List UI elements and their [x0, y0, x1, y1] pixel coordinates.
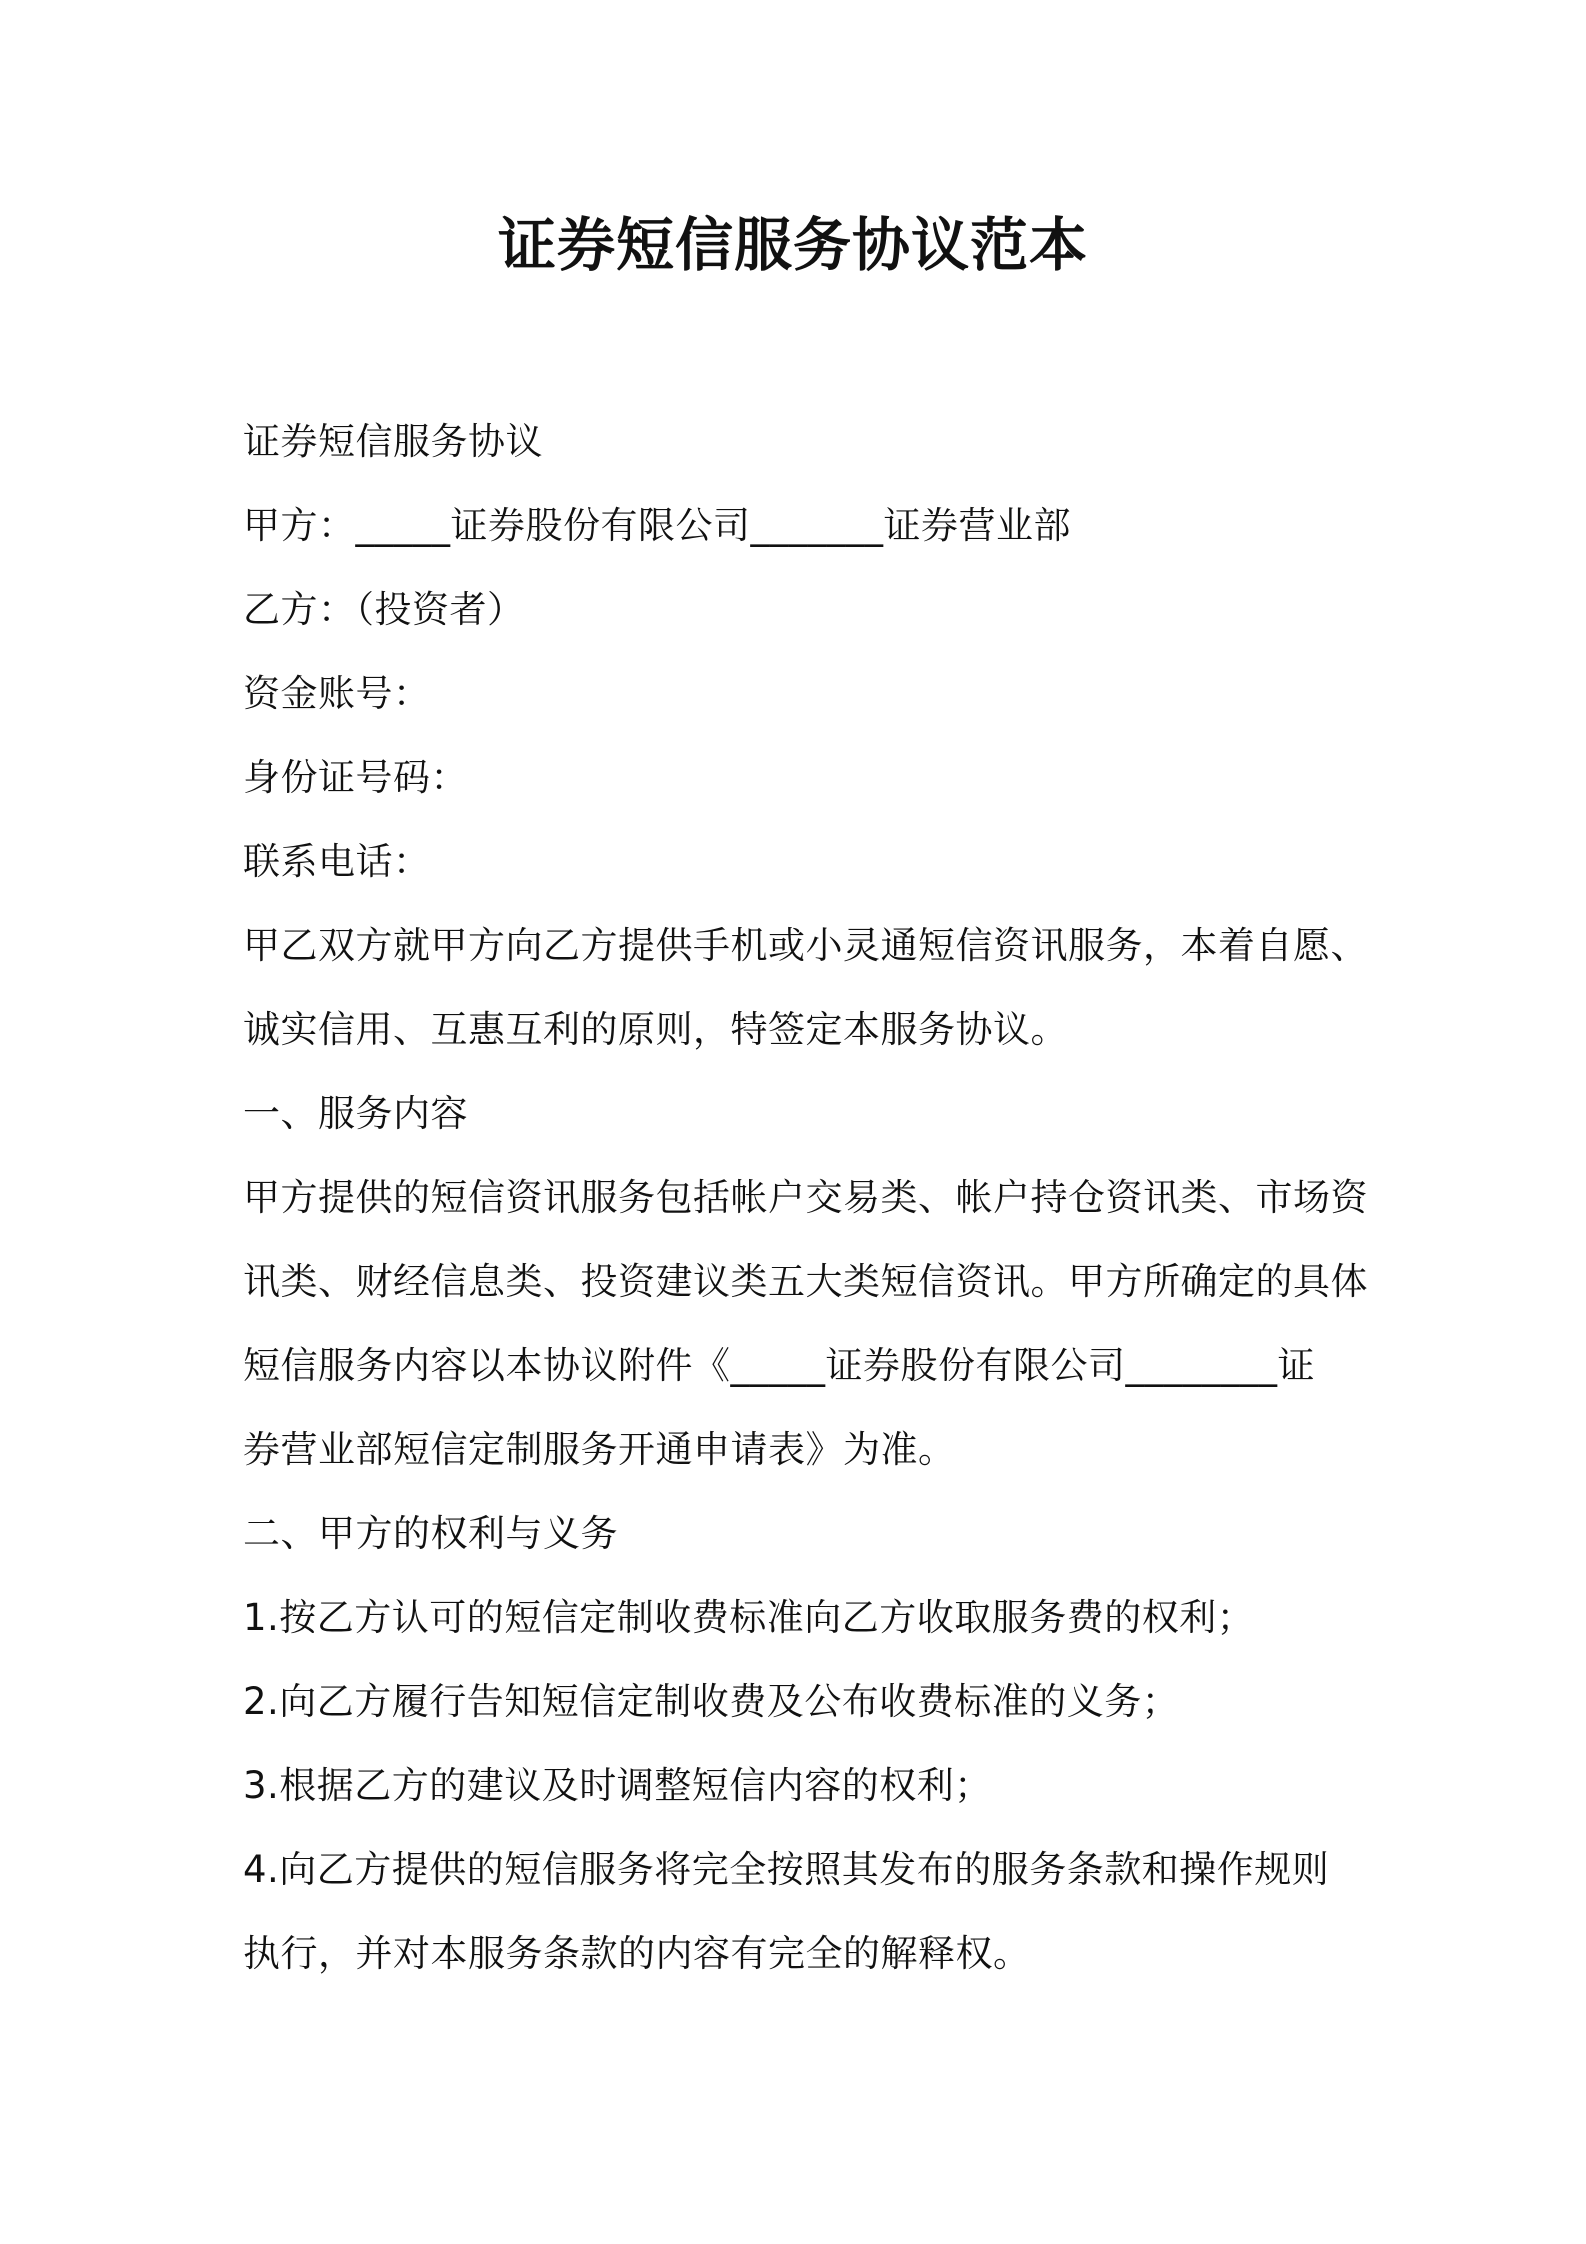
paragraph-line: 券营业部短信定制服务开通申请表》为准。	[243, 1428, 956, 1471]
list-item: 2.向乙方履行告知短信定制收费及公布收费标准的义务；	[243, 1680, 1180, 1723]
paragraph-line: 短信服务内容以本协议附件《_____证券股份有限公司________证	[243, 1344, 1315, 1387]
agreement-subtitle: 证券短信服务协议	[243, 420, 543, 463]
party-b-line: 乙方：（投资者）	[243, 588, 525, 631]
intro-paragraph-line: 甲乙双方就甲方向乙方提供手机或小灵通短信资讯服务，本着自愿、	[243, 924, 1368, 967]
list-item: 1.按乙方认可的短信定制收费标准向乙方收取服务费的权利；	[243, 1596, 1255, 1639]
phone-line: 联系电话：	[243, 840, 431, 883]
fund-account-line: 资金账号：	[243, 672, 431, 715]
section-heading: 二、甲方的权利与义务	[243, 1512, 618, 1555]
section-heading: 一、服务内容	[243, 1092, 468, 1135]
paragraph-line: 甲方提供的短信资讯服务包括帐户交易类、帐户持仓资讯类、市场资	[243, 1176, 1368, 1219]
id-number-line: 身份证号码：	[243, 756, 468, 799]
document-body	[243, 400, 1368, 1996]
list-item: 4.向乙方提供的短信服务将完全按照其发布的服务条款和操作规则	[243, 1848, 1330, 1891]
intro-paragraph-line: 诚实信用、互惠互利的原则，特签定本服务协议。	[243, 1008, 1068, 1051]
list-item-continuation: 执行，并对本服务条款的内容有完全的解释权。	[243, 1932, 1031, 1975]
document-title: 证券短信服务协议范本	[497, 211, 1088, 279]
paragraph-line: 讯类、财经信息类、投资建议类五大类短信资讯。甲方所确定的具体	[243, 1260, 1368, 1303]
party-a-line: 甲方：_____证券股份有限公司_______证券营业部	[243, 504, 1071, 547]
list-item: 3.根据乙方的建议及时调整短信内容的权利；	[243, 1764, 992, 1807]
